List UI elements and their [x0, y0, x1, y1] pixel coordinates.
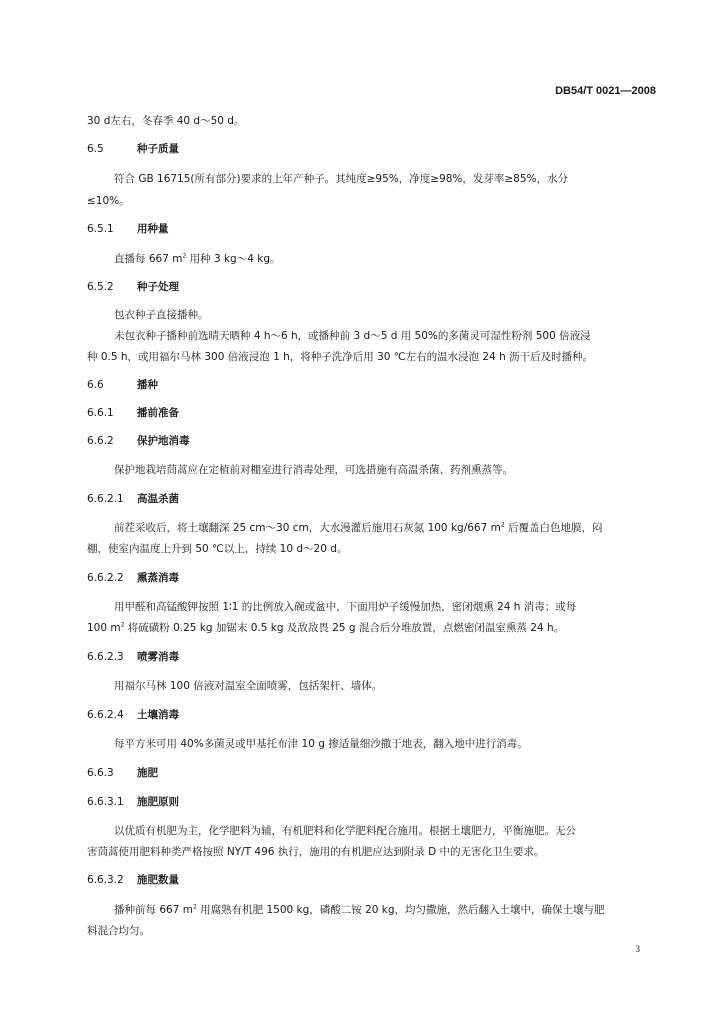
section-title: 施肥数量: [137, 874, 179, 886]
paragraph-line: 种 0.5 h，或用福尔马林 300 倍液浸泡 1 h，将种子洗净后用 30 ℃左右的温水浸泡 24 h 沥干后及时播种。: [87, 351, 594, 363]
paragraph-line: 30 d左右，冬春季 40 d～50 d。: [87, 115, 245, 127]
heading-6-6-2-2: [87, 571, 179, 585]
section-title: 用种量: [137, 223, 169, 235]
section-title: 种子处理: [137, 281, 179, 293]
section-title: 土壤消毒: [137, 709, 179, 721]
paragraph-line: 料混合均匀。: [87, 925, 150, 937]
paragraph-line: 符合 GB 16715(所有部分)要求的上年产种子。其纯度≥95%，净度≥98%，发芽率≥85%，水分: [114, 173, 569, 185]
paragraph-line: 每平方米可用 40%多菌灵或甲基托布津 10 g 掺适量细沙撒于地表，翻入地中进行消毒。: [114, 738, 528, 750]
paragraph-line: [87, 903, 605, 917]
paragraph-line: 以优质有机肥为主，化学肥料为辅，有机肥料和化学肥料配合施用。根据土壤肥力，平衡施肥。无公: [114, 825, 576, 837]
paragraph-line: 棚，使室内温度上升到 50 ℃以上，持续 10 d～20 d。: [87, 543, 348, 555]
heading-6-6-2: [87, 434, 190, 448]
section-title: 施肥: [137, 767, 158, 779]
heading-6-6-1: [87, 406, 179, 420]
paragraph-line: 保护地栽培茼蒿应在定植前对棚室进行消毒处理，可选措施有高温杀菌、药剂熏蒸等。: [114, 464, 513, 476]
paragraph-line: 害茼蒿使用肥料种类严格按照 NY/T 496 执行，施用的有机肥应达到附录 D 中的无害化卫生要求。: [87, 846, 545, 858]
section-number: 6.5.2: [87, 281, 114, 293]
section-number: 6.6.3.1: [87, 796, 124, 808]
heading-6-6-3-2: [87, 873, 179, 887]
heading-6-6-2-4: [87, 708, 179, 722]
section-number: 6.6.3: [87, 767, 114, 779]
heading-6-5-2: [87, 280, 179, 294]
section-number: 6.5.1: [87, 223, 114, 235]
superscript: 2: [120, 621, 125, 629]
text-segment: 后覆盖白色地膜，闷: [504, 522, 603, 534]
section-number: 6.5: [87, 143, 104, 155]
superscript: 2: [500, 521, 505, 529]
paragraph-line: [87, 252, 280, 266]
section-number: 6.6.2: [87, 435, 114, 447]
text-segment: 用腐熟有机肥 1500 kg，磷酸二铵 20 kg，均匀撒施，然后翻入土壤中，确保土壤与肥: [196, 904, 605, 916]
paragraph-line: 用甲醛和高锰酸钾按照 1∶1 的比例放入碗或盆中，下面用炉子缓慢加热，密闭烟熏 24 h 消毒；或每: [114, 601, 577, 613]
text-segment: 播种前每 667 m: [114, 904, 193, 916]
section-number: 6.6.2.3: [87, 651, 124, 663]
section-title: 播种: [137, 379, 158, 391]
paragraph-line: 包衣种子直接播种。: [114, 309, 209, 321]
text-segment: 用种 3 kg～4 kg。: [186, 253, 281, 265]
text-segment: 100 m: [87, 622, 121, 634]
heading-6-5: [87, 142, 179, 156]
text-segment: 前茬采收后，将土壤翻深 25 cm～30 cm，大水漫灌后施用石灰氮 100 kg/667 m: [114, 522, 501, 534]
section-title: 播前准备: [137, 407, 179, 419]
page-number: 3: [635, 944, 640, 954]
paragraph-line: [87, 521, 603, 535]
text-segment: 直播每 667 m: [114, 253, 183, 265]
paragraph-line: [87, 621, 564, 635]
heading-6-6-2-1: [87, 492, 179, 506]
section-title: 保护地消毒: [137, 435, 190, 447]
paragraph-line: 未包衣种子播种前选晴天晒种 4 h～6 h，或播种前 3 d～5 d 用 50%的多菌灵可湿性粉剂 500 倍液浸: [114, 330, 591, 342]
section-title: 喷雾消毒: [137, 651, 179, 663]
superscript: 2: [192, 903, 197, 911]
section-title: 施肥原则: [137, 796, 179, 808]
paragraph-line: 用福尔马林 100 倍液对温室全面喷雾，包括架杆、墙体。: [114, 680, 383, 692]
heading-6-5-1: [87, 222, 169, 236]
section-number: 6.6.2.4: [87, 709, 124, 721]
document-code: DB54/T 0021—2008: [555, 85, 656, 97]
section-title: 熏蒸消毒: [137, 572, 179, 584]
heading-6-6-2-3: [87, 650, 179, 664]
paragraph-line: ≤10%。: [87, 195, 130, 207]
section-number: 6.6.2.2: [87, 572, 124, 584]
superscript: 2: [182, 252, 187, 260]
section-number: 6.6.1: [87, 407, 114, 419]
heading-6-6-3: [87, 766, 158, 780]
section-title: 种子质量: [137, 143, 179, 155]
heading-6-6: [87, 378, 158, 392]
section-number: 6.6: [87, 379, 104, 391]
section-number: 6.6.2.1: [87, 493, 124, 505]
heading-6-6-3-1: [87, 795, 179, 809]
section-title: 高温杀菌: [137, 493, 179, 505]
text-segment: 将硫磺粉 0.25 kg 加锯末 0.5 kg 及敌敌畏 25 g 混合后分堆放置，点燃密闭温室熏蒸 24 h。: [124, 622, 565, 634]
section-number: 6.6.3.2: [87, 874, 124, 886]
